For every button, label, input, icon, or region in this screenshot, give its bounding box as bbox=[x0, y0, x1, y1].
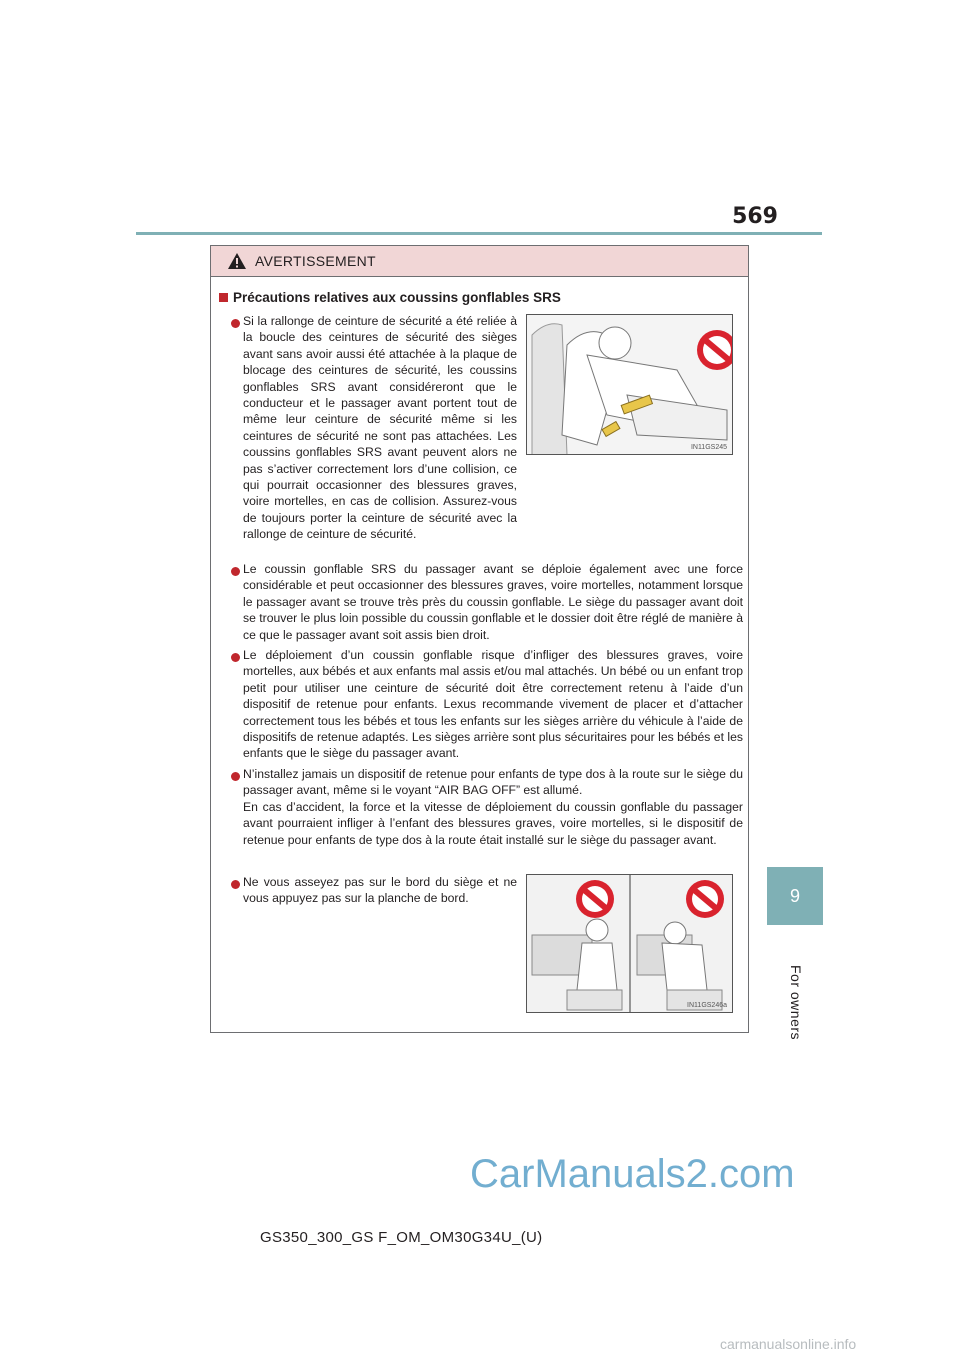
bullet-icon bbox=[231, 880, 240, 889]
section-square-icon bbox=[219, 293, 228, 302]
bullet-icon bbox=[231, 319, 240, 328]
header-rule bbox=[136, 232, 822, 235]
bullet-icon bbox=[231, 653, 240, 662]
warning-item-5: Ne vous asseyez pas sur le bord du siège et ne vous appuyez pas sur la planche de bord. bbox=[243, 875, 517, 906]
chapter-tab bbox=[767, 867, 823, 925]
warning-title: AVERTISSEMENT bbox=[255, 253, 376, 269]
warning-triangle-icon bbox=[227, 252, 247, 270]
section-title-text: Précautions relatives aux coussins gonflables SRS bbox=[233, 290, 561, 305]
watermark: CarManuals2.com bbox=[470, 1152, 795, 1196]
seatbelt-extender-illustration bbox=[526, 314, 733, 455]
chapter-label: For owners bbox=[788, 965, 804, 1041]
warning-header bbox=[211, 246, 748, 277]
warning-item-4-continued: En cas d’accident, la force et la vitesse de déploiement du coussin gonflable du passager avant pourraient infliger à l’enfant des blessures graves, voire mortelles, si le dispositif de retenue pour enfants de type dos à la route était installé sur le siège du passager avant. bbox=[243, 800, 743, 847]
watermark-secondary: carmanualsonline.info bbox=[720, 1336, 857, 1352]
warning-item-1: Si la rallonge de ceinture de sécurité a été reliée à la boucle des ceintures de sécurité des sièges avant sans avoir aussi été attachée à la plaque de blocage des ceintures de sécurité, les coussins gonflables SRS avant considéreront que le conducteur et le passager avant portent tout de même leur ceinture de sécurité même si les ceintures de sécurité ne sont pas attachées. Les coussins gonflables SRS avant peuvent alors ne pas s’activer correctement lors d’une collision, ce qui pourrait occasionner des blessures graves, voire mortelles, en cas de collision. Assurez-vous de toujours porter la ceinture de sécurité avec la rallonge de ceinture de sécurité. bbox=[243, 314, 517, 542]
seatbelt-extender-drawing bbox=[527, 315, 733, 455]
bullet-icon bbox=[231, 772, 240, 781]
bullet-icon bbox=[231, 567, 240, 576]
footer-code: GS350_300_GS F_OM_OM30G34U_(U) bbox=[260, 1229, 543, 1246]
section-title bbox=[219, 290, 561, 305]
chapter-number: 9 bbox=[789, 886, 800, 906]
warning-item-2: Le coussin gonflable SRS du passager avant se déploie également avec une force considérable et peut occasionner des blessures graves, voire mortelles, notamment lorsque le passager avant se trouve très près du coussin gonflable. Le siège du passager avant doit se trouver le plus loin possible du coussin gonflable et le dossier doit être réglé de manière à ce que le passager avant soit assis bien droit. bbox=[243, 562, 743, 642]
warning-item-4: N’installez jamais un dispositif de retenue pour enfants de type dos à la route sur le siège du passager avant, même si le voyant “AIR BAG OFF” est allumé. bbox=[243, 767, 743, 798]
page-number: 569 bbox=[732, 204, 778, 229]
warning-item-3: Le déploiement d’un coussin gonflable risque d’infliger des blessures graves, voire mortelles, aux bébés et aux enfants mal assis et/ou mal attachés. Un bébé ou un enfant trop petit pour utiliser une ceinture de sécurité doit être correctement retenu à l’aide d’un dispositif de retenue pour enfants. Lexus recommande vivement de placer et d’attacher correctement tous les bébés et tous les enfants sur les sièges arrière du véhicule à l’aide de dispositifs de retenue adaptés. Les sièges arrière sont plus sécuritaires pour les bébés et les enfants que le siège du passager avant. bbox=[243, 648, 743, 761]
image-code: IN11GS245 bbox=[690, 444, 727, 451]
warning-box bbox=[210, 245, 749, 1033]
image-code: IN11GS246a bbox=[687, 1002, 727, 1009]
seat-edge-illustration bbox=[526, 874, 733, 1013]
seat-edge-drawing bbox=[527, 875, 733, 1013]
